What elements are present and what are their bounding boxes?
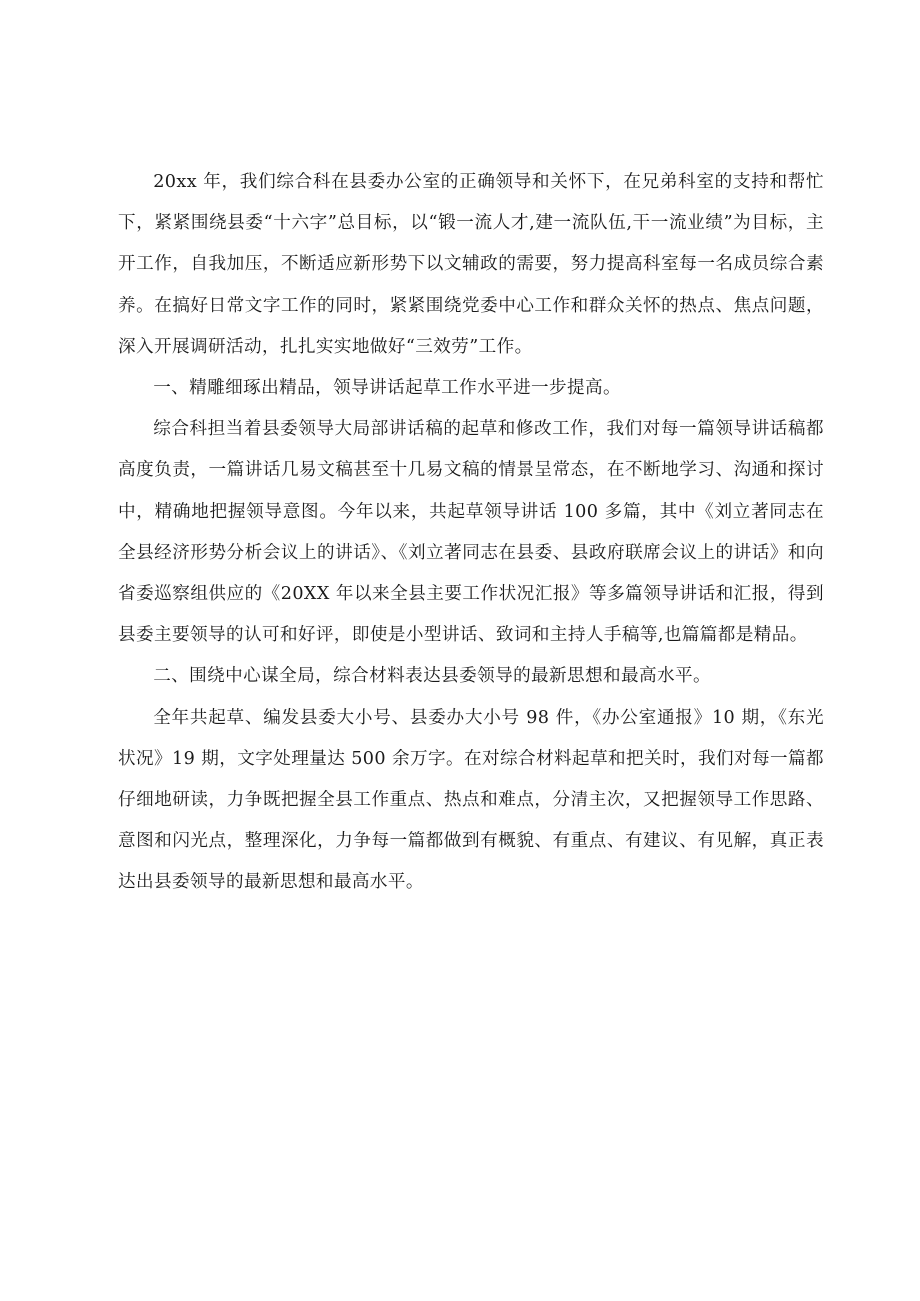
- paragraph-intro: 20xx 年，我们综合科在县委办公室的正确领导和关怀下，在兄弟科室的支持和帮忙下，紧紧围绕县委“十六字”总目标，以“锻一流人才,建一流队伍,干一流业绩”为目标，主开工作，自我加压，不断适应新形势下以文辅政的需要，努力提高科室每一名成员综合素养。在搞好日常文字工作的同时，紧紧围绕党委中心工作和群众关怀的热点、焦点问题，深入开展调研活动，扎扎实实地做好“三效劳”工作。: [118, 172, 824, 357]
- paragraph-section-2: 全年共起草、编发县委大小号、县委办大小号 98 件，《办公室通报》10 期，《东光状况》19 期，文字处理量达 500 余万字。在对综合材料起草和把关时，我们对每一篇都仔细地研读，力争既把握全县工作重点、热点和难点，分清主次，又把握领导工作思路、意图和闪光点，整理深化，力争每一篇都做到有概貌、有重点、有建议、有见解，真正表达出县委领导的最新思想和最高水平。: [118, 707, 824, 893]
- paragraph-section-1: 综合科担当着县委领导大局部讲话稿的起草和修改工作，我们对每一篇领导讲话稿都高度负责，一篇讲话几易文稿甚至十几易文稿的情景呈常态，在不断地学习、沟通和探讨中，精确地把握领导意图。今年以来，共起草领导讲话 100 多篇，其中《刘立著同志在全县经济形势分析会议上的讲话》、《刘立著同志在县委、县政府联席会议上的讲话》和向省委巡察组供应的《20XX 年以来全县主要工作状况汇报》等多篇领导讲话和汇报，得到县委主要领导的认可和好评，即使是小型讲话、致词和主持人手稿等,也篇篇都是精品。: [118, 419, 824, 646]
- section-heading-2: 二、围绕中心谋全局，综合材料表达县委领导的最新思想和最高水平。: [153, 666, 711, 687]
- section-heading-1: 一、精雕细琢出精品，领导讲话起草工作水平进一步提高。: [153, 378, 622, 399]
- document-page: [118, 162, 824, 904]
